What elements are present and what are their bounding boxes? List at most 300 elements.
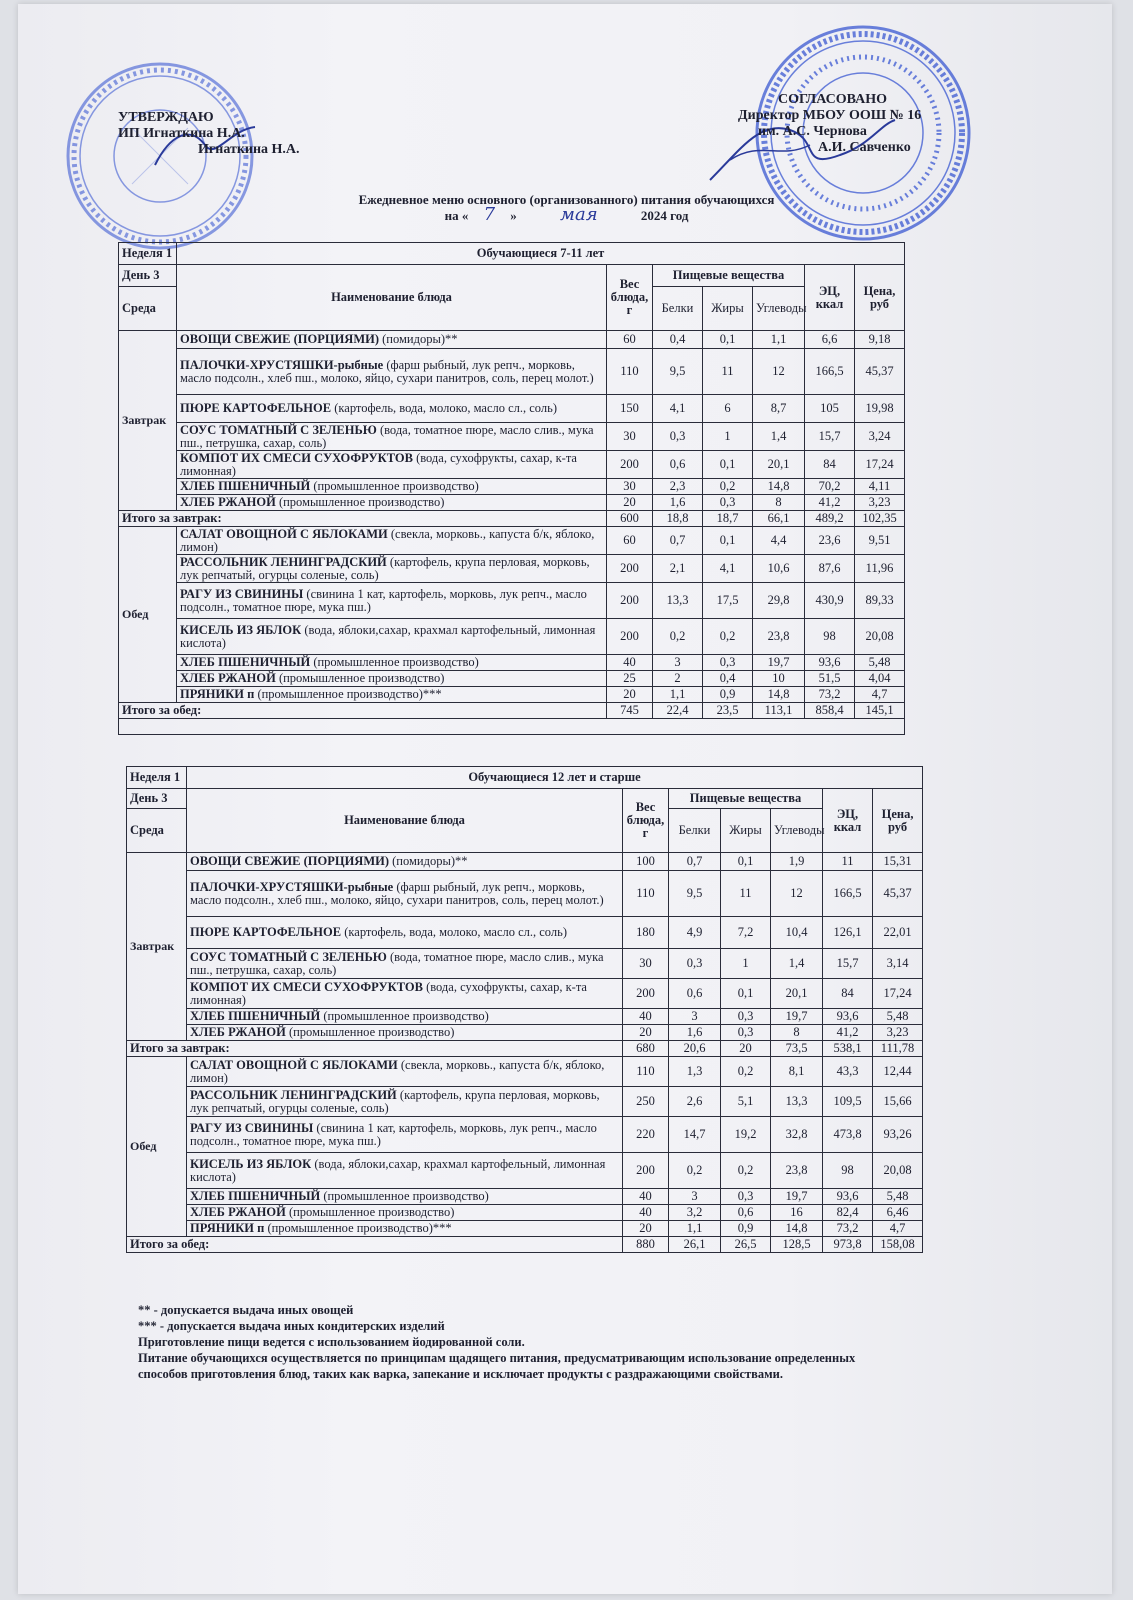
dish-name-cell [177, 479, 607, 495]
dish-name-header: Наименование блюда [177, 265, 607, 331]
cell-c: 1,1 [753, 331, 805, 349]
cell-price: 5,48 [873, 1189, 923, 1205]
cell-c: 1,4 [753, 423, 805, 451]
note-line: способов приготовления блюд, таких как варка, запекание и исключает продукты с раздражающими свойствами. [138, 1367, 783, 1381]
cell-f: 0,1 [703, 527, 753, 555]
total-e: 973,8 [823, 1237, 873, 1253]
table-row [127, 1025, 923, 1041]
menu-table [118, 242, 905, 735]
table-row [127, 1221, 923, 1237]
table-row [119, 687, 905, 703]
cell-p: 1,1 [653, 687, 703, 703]
fat-header: Жиры [703, 287, 753, 331]
cell-price: 4,7 [873, 1221, 923, 1237]
fat-header: Жиры [721, 809, 771, 853]
cell-price: 15,66 [873, 1087, 923, 1117]
total-w: 745 [607, 703, 653, 719]
cell-c: 14,8 [771, 1221, 823, 1237]
dish-name: ПАЛОЧКИ-ХРУСТЯШКИ-рыбные [190, 879, 394, 894]
table-row [119, 495, 905, 511]
cell-f: 11 [703, 349, 753, 395]
dish-name-cell [177, 395, 607, 423]
table-row [127, 1205, 923, 1221]
weekday-label: Среда [127, 809, 187, 853]
cell-e: 166,5 [823, 871, 873, 917]
cell-price: 22,01 [873, 917, 923, 949]
cell-p: 1,1 [669, 1221, 721, 1237]
protein-header: Белки [653, 287, 703, 331]
cell-p: 2,6 [669, 1087, 721, 1117]
document-date-line [0, 204, 1133, 225]
total-c: 66,1 [753, 511, 805, 527]
cell-e: 51,5 [805, 671, 855, 687]
cell-price: 17,24 [855, 451, 905, 479]
cell-c: 23,8 [753, 619, 805, 655]
table-row [127, 979, 923, 1009]
cell-f: 0,1 [703, 451, 753, 479]
cell-w: 40 [623, 1009, 669, 1025]
cell-w: 40 [623, 1205, 669, 1221]
cell-e: 15,7 [805, 423, 855, 451]
total-p: 26,1 [669, 1237, 721, 1253]
total-p: 22,4 [653, 703, 703, 719]
cell-p: 3 [653, 655, 703, 671]
cell-c: 10 [753, 671, 805, 687]
dish-ingredients: (промышленное производство) [313, 479, 479, 493]
cell-f: 0,2 [703, 619, 753, 655]
dish-ingredients: (промышленное производство) [313, 655, 479, 669]
document-title-line1: Ежедневное меню основного (организованного) питания обучающихся [358, 192, 775, 207]
total-price: 145,1 [855, 703, 905, 719]
dish-name: ПЮРЕ КАРТОФЕЛЬНОЕ [180, 401, 332, 415]
approve-right-line2: им. А.С. Чернова [758, 124, 867, 139]
cell-e: 73,2 [823, 1221, 873, 1237]
total-f: 20 [721, 1041, 771, 1057]
total-price: 158,08 [873, 1237, 923, 1253]
date-mid: » [510, 208, 517, 223]
cell-c: 8 [771, 1025, 823, 1041]
cell-c: 20,1 [771, 979, 823, 1009]
cell-w: 60 [607, 527, 653, 555]
protein-header: Белки [669, 809, 721, 853]
dish-name: ОВОЩИ СВЕЖИЕ (ПОРЦИЯМИ) [180, 332, 380, 346]
cell-price: 3,23 [855, 495, 905, 511]
dish-name-cell [187, 917, 623, 949]
cell-f: 11 [721, 871, 771, 917]
cell-f: 0,3 [721, 1025, 771, 1041]
cell-w: 30 [623, 949, 669, 979]
dish-name: КОМПОТ ИХ СМЕСИ СУХОФРУКТОВ [190, 979, 423, 994]
age-group-title: Обучающиеся 7-11 лет [177, 243, 905, 265]
approve-block-right [738, 92, 921, 156]
cell-price: 93,26 [873, 1117, 923, 1153]
cell-price: 3,14 [873, 949, 923, 979]
cell-f: 5,1 [721, 1087, 771, 1117]
total-price: 102,35 [855, 511, 905, 527]
price-header: Цена, руб [855, 265, 905, 331]
dish-ingredients: (вода, сухофрукты, сахар, к-та лимонная) [180, 450, 577, 478]
dish-name: КИСЕЛЬ ИЗ ЯБЛОК [180, 622, 302, 637]
cell-c: 19,7 [771, 1189, 823, 1205]
table-row [127, 1009, 923, 1025]
cell-e: 73,2 [805, 687, 855, 703]
document-title [0, 192, 1133, 223]
table-row [127, 1057, 923, 1087]
total-label: Итого за обед: [127, 1237, 623, 1253]
meal-label: Обед [119, 527, 177, 703]
cell-c: 8,7 [753, 395, 805, 423]
cell-f: 0,3 [703, 655, 753, 671]
cell-p: 14,7 [669, 1117, 721, 1153]
cell-w: 200 [623, 1153, 669, 1189]
cell-price: 45,37 [855, 349, 905, 395]
date-prefix: на « [444, 208, 469, 223]
dish-ingredients: (свинина 1 кат, картофель, морковь, лук репч., масло подсолн., томатное пюре, мука пш.) [190, 1120, 597, 1148]
dish-name: САЛАТ ОВОЩНОЙ С ЯБЛОКАМИ [190, 1057, 398, 1072]
cell-c: 14,8 [753, 687, 805, 703]
cell-p: 4,1 [653, 395, 703, 423]
age-group-title: Обучающиеся 12 лет и старше [187, 767, 923, 789]
total-e: 489,2 [805, 511, 855, 527]
cell-w: 20 [623, 1025, 669, 1041]
cell-w: 200 [607, 555, 653, 583]
price-header: Цена, руб [873, 789, 923, 853]
cell-p: 0,4 [653, 331, 703, 349]
meal-label: Завтрак [119, 331, 177, 511]
cell-price: 6,46 [873, 1205, 923, 1221]
cell-price: 45,37 [873, 871, 923, 917]
dish-name-cell [177, 583, 607, 619]
dish-name: ХЛЕБ РЖАНОЙ [190, 1025, 286, 1039]
cell-c: 8 [753, 495, 805, 511]
cell-f: 0,9 [721, 1221, 771, 1237]
cell-price: 9,18 [855, 331, 905, 349]
cell-c: 16 [771, 1205, 823, 1221]
dish-name-cell [177, 671, 607, 687]
total-c: 113,1 [753, 703, 805, 719]
cell-p: 0,2 [669, 1153, 721, 1189]
cell-c: 1,9 [771, 853, 823, 871]
dish-name-cell [187, 1153, 623, 1189]
dish-name-cell [177, 687, 607, 703]
cell-w: 110 [607, 349, 653, 395]
cell-price: 4,04 [855, 671, 905, 687]
date-year: 2024 год [640, 208, 689, 223]
cell-f: 0,1 [721, 853, 771, 871]
dish-ingredients: (свекла, морковь., капуста б/к, яблоко, лимон) [180, 526, 595, 554]
energy-header: ЭЦ, ккал [823, 789, 873, 853]
cell-w: 20 [623, 1221, 669, 1237]
cell-p: 1,3 [669, 1057, 721, 1087]
dish-ingredients: (картофель, вода, молоко, масло сл., соль) [334, 401, 557, 415]
dish-name: ПРЯНИКИ п [180, 687, 255, 701]
dish-ingredients: (картофель, вода, молоко, масло сл., соль) [344, 925, 567, 939]
cell-c: 20,1 [753, 451, 805, 479]
cell-f: 7,2 [721, 917, 771, 949]
cell-e: 87,6 [805, 555, 855, 583]
cell-price: 9,51 [855, 527, 905, 555]
cell-p: 0,2 [653, 619, 703, 655]
cell-p: 2 [653, 671, 703, 687]
dish-name: ХЛЕБ РЖАНОЙ [180, 495, 276, 509]
cell-e: 93,6 [823, 1009, 873, 1025]
dish-name-cell [187, 949, 623, 979]
cell-c: 19,7 [771, 1009, 823, 1025]
cell-f: 0,2 [721, 1153, 771, 1189]
total-f: 18,7 [703, 511, 753, 527]
table-row [119, 331, 905, 349]
dish-ingredients: (помидоры)** [392, 854, 468, 868]
weight-header: Вес блюда, г [607, 265, 653, 331]
cell-c: 29,8 [753, 583, 805, 619]
dish-ingredients: (промышленное производство) [323, 1189, 489, 1203]
cell-w: 150 [607, 395, 653, 423]
cell-w: 20 [607, 687, 653, 703]
cell-f: 0,4 [703, 671, 753, 687]
cell-e: 23,6 [805, 527, 855, 555]
cell-p: 0,6 [669, 979, 721, 1009]
cell-p: 0,6 [653, 451, 703, 479]
nutrients-header: Пищевые вещества [669, 789, 823, 809]
cell-w: 200 [607, 583, 653, 619]
dish-ingredients: (картофель, крупа перловая, морковь, лук репчатый, огурцы соленые, соль) [180, 554, 590, 582]
approve-block-left [118, 110, 300, 158]
total-e: 858,4 [805, 703, 855, 719]
dish-name: ПАЛОЧКИ-ХРУСТЯШКИ-рыбные [180, 357, 384, 372]
dish-name: КОМПОТ ИХ СМЕСИ СУХОФРУКТОВ [180, 450, 413, 465]
dish-name: ХЛЕБ РЖАНОЙ [190, 1205, 286, 1219]
cell-w: 20 [607, 495, 653, 511]
dish-name-cell [177, 451, 607, 479]
approve-right-line3: А.И. Савченко [818, 140, 911, 155]
cell-w: 250 [623, 1087, 669, 1117]
cell-w: 100 [623, 853, 669, 871]
cell-e: 41,2 [805, 495, 855, 511]
dish-name-cell [187, 1087, 623, 1117]
approve-right-line1: Директор МБОУ ООШ № 16 [738, 108, 922, 123]
dish-name-cell [177, 619, 607, 655]
dish-ingredients: (свекла, морковь., капуста б/к, яблоко, лимон) [190, 1057, 605, 1085]
table-row [119, 619, 905, 655]
cell-f: 0,2 [703, 479, 753, 495]
dish-ingredients: (вода, сухофрукты, сахар, к-та лимонная) [190, 979, 587, 1007]
dish-name-cell [177, 349, 607, 395]
day-label: День 3 [127, 789, 187, 809]
cell-c: 32,8 [771, 1117, 823, 1153]
cell-e: 84 [805, 451, 855, 479]
cell-price: 3,24 [855, 423, 905, 451]
footnotes [138, 1302, 855, 1382]
cell-p: 0,7 [669, 853, 721, 871]
dish-name: РАГУ ИЗ СВИНИНЫ [190, 1120, 314, 1135]
meal-label: Обед [127, 1057, 187, 1237]
table-row [127, 1117, 923, 1153]
dish-name-cell [187, 979, 623, 1009]
cell-price: 19,98 [855, 395, 905, 423]
cell-e: 84 [823, 979, 873, 1009]
week-label: Неделя 1 [127, 767, 187, 789]
cell-e: 6,6 [805, 331, 855, 349]
cell-p: 0,3 [653, 423, 703, 451]
dish-name-cell [187, 871, 623, 917]
approve-left-line1: ИП Игнаткина Н.А. [118, 126, 245, 141]
table-row [119, 423, 905, 451]
cell-e: 11 [823, 853, 873, 871]
dish-ingredients: (помидоры)** [382, 332, 458, 346]
total-w: 600 [607, 511, 653, 527]
total-c: 73,5 [771, 1041, 823, 1057]
dish-name: ПРЯНИКИ п [190, 1221, 265, 1235]
cell-e: 109,5 [823, 1087, 873, 1117]
dish-name: ХЛЕБ ПШЕНИЧНЫЙ [180, 479, 311, 493]
cell-c: 10,6 [753, 555, 805, 583]
dish-ingredients: (фарш рыбный, лук репч., морковь, масло подсолн., хлеб пш., молоко, яйцо, сухари панитров, соль, перец молот.) [190, 879, 604, 907]
cell-e: 473,8 [823, 1117, 873, 1153]
total-row [127, 1041, 923, 1057]
cell-e: 430,9 [805, 583, 855, 619]
cell-p: 0,3 [669, 949, 721, 979]
table-row [127, 1153, 923, 1189]
dish-name-cell [187, 1205, 623, 1221]
cell-price: 5,48 [873, 1009, 923, 1025]
cell-f: 0,1 [703, 331, 753, 349]
dish-ingredients: (промышленное производство) [288, 1205, 455, 1219]
dish-ingredients: (промышленное производство) [278, 671, 445, 685]
cell-p: 2,1 [653, 555, 703, 583]
cell-w: 200 [623, 979, 669, 1009]
cell-f: 0,2 [721, 1057, 771, 1087]
cell-c: 4,4 [753, 527, 805, 555]
total-row [119, 703, 905, 719]
table-row [119, 583, 905, 619]
meal-label: Завтрак [127, 853, 187, 1041]
cell-e: 43,3 [823, 1057, 873, 1087]
dish-name: ХЛЕБ ПШЕНИЧНЫЙ [180, 655, 311, 669]
table-row [119, 527, 905, 555]
date-day: 7 [483, 204, 496, 225]
cell-p: 3,2 [669, 1205, 721, 1221]
table-row [127, 853, 923, 871]
dish-ingredients: (картофель, крупа перловая, морковь, лук репчатый, огурцы соленые, соль) [190, 1087, 600, 1115]
cell-c: 19,7 [753, 655, 805, 671]
dish-ingredients: (вода, яблоки,сахар, крахмал картофельный, лимонная кислота) [180, 622, 596, 650]
dish-name-cell [177, 555, 607, 583]
cell-w: 220 [623, 1117, 669, 1153]
cell-w: 200 [607, 619, 653, 655]
cell-w: 40 [623, 1189, 669, 1205]
dish-ingredients: (промышленное производство) [278, 495, 445, 509]
dish-ingredients: (свинина 1 кат, картофель, морковь, лук репч., масло подсолн., томатное пюре, мука пш.) [180, 586, 587, 614]
day-label: День 3 [119, 265, 177, 287]
date-month: мая [560, 204, 598, 225]
cell-price: 20,08 [873, 1153, 923, 1189]
dish-name-cell [187, 853, 623, 871]
cell-price: 3,23 [873, 1025, 923, 1041]
table-row [127, 949, 923, 979]
total-row [127, 1237, 923, 1253]
table-row [127, 1189, 923, 1205]
dish-ingredients: (промышленное производство) [323, 1009, 489, 1023]
dish-ingredients: (вода, томатное пюре, масло слив., мука пш., петрушка, сахар, соль) [180, 422, 594, 450]
total-p: 18,8 [653, 511, 703, 527]
dish-ingredients: (промышленное производство) [288, 1025, 455, 1039]
dish-name: РАССОЛЬНИК ЛЕНИНГРАДСКИЙ [190, 1087, 397, 1102]
dish-name-cell [177, 495, 607, 511]
cell-c: 14,8 [753, 479, 805, 495]
cell-p: 4,9 [669, 917, 721, 949]
cell-e: 166,5 [805, 349, 855, 395]
weekday-label: Среда [119, 287, 177, 331]
cell-f: 0,9 [703, 687, 753, 703]
dish-name: ХЛЕБ ПШЕНИЧНЫЙ [190, 1189, 321, 1203]
cell-f: 4,1 [703, 555, 753, 583]
dish-ingredients: (фарш рыбный, лук репч., морковь, масло подсолн., хлеб пш., молоко, яйцо, сухари панитров, соль, перец молот.) [180, 357, 594, 385]
approve-left-line2: Игнаткина Н.А. [198, 142, 300, 157]
total-c: 128,5 [771, 1237, 823, 1253]
dish-ingredients: (вода, томатное пюре, масло слив., мука пш., петрушка, сахар, соль) [190, 949, 604, 977]
cell-w: 110 [623, 871, 669, 917]
table-row [119, 395, 905, 423]
spacer-cell [119, 719, 905, 735]
cell-c: 13,3 [771, 1087, 823, 1117]
dish-ingredients: (промышленное производство)*** [267, 1221, 452, 1235]
dish-name: ХЛЕБ РЖАНОЙ [180, 671, 276, 685]
table-row [119, 451, 905, 479]
table-row [127, 871, 923, 917]
cell-e: 98 [823, 1153, 873, 1189]
cell-w: 200 [607, 451, 653, 479]
dish-name-cell [187, 1009, 623, 1025]
dish-name: ОВОЩИ СВЕЖИЕ (ПОРЦИЯМИ) [190, 854, 390, 868]
dish-name: КИСЕЛЬ ИЗ ЯБЛОК [190, 1156, 312, 1171]
approve-right-title: СОГЛАСОВАНО [778, 92, 887, 107]
total-price: 111,78 [873, 1041, 923, 1057]
carbs-header: Углеводы [753, 287, 805, 331]
note-line: ** - допускается выдача иных овощей [138, 1303, 354, 1317]
cell-price: 17,24 [873, 979, 923, 1009]
cell-w: 25 [607, 671, 653, 687]
table-row [119, 479, 905, 495]
total-f: 26,5 [721, 1237, 771, 1253]
cell-f: 0,6 [721, 1205, 771, 1221]
table-row [119, 555, 905, 583]
cell-w: 180 [623, 917, 669, 949]
table-row [127, 917, 923, 949]
cell-f: 1 [721, 949, 771, 979]
dish-name-cell [177, 423, 607, 451]
dish-ingredients: (вода, яблоки,сахар, крахмал картофельный, лимонная кислота) [190, 1156, 606, 1184]
note-line: Питание обучающихся осуществляется по принципам щадящего питания, предусматривающим использование определенных [138, 1351, 856, 1365]
dish-name-cell [177, 527, 607, 555]
week-label: Неделя 1 [119, 243, 177, 265]
cell-f: 0,3 [703, 495, 753, 511]
cell-p: 1,6 [669, 1025, 721, 1041]
cell-f: 19,2 [721, 1117, 771, 1153]
cell-p: 2,3 [653, 479, 703, 495]
dish-name: САЛАТ ОВОЩНОЙ С ЯБЛОКАМИ [180, 526, 388, 541]
menu-table [126, 766, 923, 1253]
cell-p: 13,3 [653, 583, 703, 619]
note-line: Приготовление пищи ведется с использованием йодированной соли. [138, 1335, 525, 1349]
total-p: 20,6 [669, 1041, 721, 1057]
cell-w: 110 [623, 1057, 669, 1087]
cell-f: 0,3 [721, 1009, 771, 1025]
total-row [119, 511, 905, 527]
dish-name: ХЛЕБ ПШЕНИЧНЫЙ [190, 1009, 321, 1023]
dish-name: РАССОЛЬНИК ЛЕНИНГРАДСКИЙ [180, 554, 387, 569]
cell-f: 0,3 [721, 1189, 771, 1205]
dish-name-cell [187, 1057, 623, 1087]
